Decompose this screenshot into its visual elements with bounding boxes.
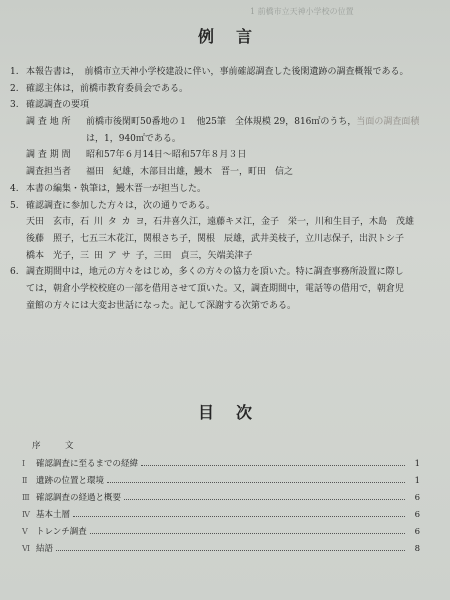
note-text: ては，朝倉小学校校庭の一部を借用させて頂いた。又，調査期間中，電話等の借用で，朝倉児 [26, 283, 404, 294]
toc-entry-title: 遺跡の位置と環境 [36, 476, 105, 486]
toc-page-number: 1 [414, 459, 420, 469]
note-number: 6. [10, 267, 19, 278]
toc-page-number: 8 [414, 544, 420, 554]
toc-page-number: 6 [414, 493, 420, 503]
toc-page-number: 6 [414, 510, 420, 520]
toc-entry-title: トレンチ調査 [36, 527, 87, 537]
toc-entry-title: 確認調査の経過と概要 [36, 493, 122, 503]
toc-chapter-number: Ⅱ [22, 476, 28, 485]
note-number: 2. [10, 83, 19, 94]
toc-entry-title: 結語 [36, 544, 54, 554]
field-label-site: 調 査 地 所 [26, 117, 71, 128]
toc-page-number: 6 [414, 527, 420, 537]
note-line [10, 64, 442, 81]
toc-leader-dots [141, 465, 405, 466]
toc-leader-dots [124, 499, 405, 500]
field-label-staff: 調査担当者 [26, 167, 72, 178]
toc-chapter-number: Ⅵ [22, 544, 31, 553]
note-line [10, 114, 442, 131]
participants-names: 橋本 光子，三 田 ア サ 子，三田 貞三，矢端美津子 [26, 250, 253, 261]
participants-names: 天田 玄市，石 川 タ カ ヨ，石井喜久江，遠藤キヌ江，金子 栄一，川和生目子，木島 茂雄 [26, 217, 414, 228]
toc-chapter-number: Ⅰ [22, 459, 26, 468]
toc-leader-dots [107, 482, 405, 483]
note-number: 4. [10, 183, 19, 194]
participants-names: 後藤 照子，七五三木花江，関根さち子，関根 辰雄，武井美枝子，立川志保子，出沢トシ子 [26, 233, 405, 244]
faint-running-header: 1 前橋市立天神小学校の位置 [250, 7, 354, 16]
toc-entry [22, 472, 420, 489]
participants-line [10, 248, 442, 265]
note-text: 確認主体は，前橋市教育委員会である。 [26, 83, 189, 94]
note-line [10, 147, 442, 164]
note-text: 調査期間中は，地元の方々をはじめ，多くの方々の協力を頂いた。特に調査事務所設置に際し [26, 267, 404, 278]
note-line [10, 264, 442, 281]
page-title: 例言 [197, 27, 274, 46]
participants-line [10, 214, 442, 231]
note-line [10, 298, 442, 315]
toc-entry [22, 540, 420, 557]
toc-chapter-number: Ⅲ [22, 493, 30, 502]
toc-entry [22, 523, 420, 540]
field-label-period: 調 査 期 間 [26, 150, 71, 161]
note-number: 1. [10, 67, 19, 77]
toc-chapter-number: Ⅴ [22, 527, 28, 536]
toc-leader-dots [90, 533, 405, 534]
table-of-contents [22, 438, 420, 557]
toc-entry [22, 489, 420, 506]
field-value-site: 前橋市後閑町50番地の１ 他25筆 全体規模 29，816㎡のうち， [86, 117, 357, 128]
note-line [10, 97, 442, 114]
note-line [10, 131, 442, 148]
toc-entry-preface [22, 438, 420, 455]
toc-entry [22, 455, 420, 472]
toc-entry-title: 基本土層 [36, 510, 71, 520]
faded-text: 当面の調査面積 [356, 117, 420, 128]
note-text: 童館の方々には大変お世話になった。記して深謝する次第である。 [26, 300, 297, 311]
field-value-period: 昭和57年６月14日～昭和57年８月３日 [86, 150, 247, 161]
notes-list [10, 64, 442, 314]
note-number: 3. [10, 100, 19, 111]
toc-title: 目次 [197, 403, 274, 422]
toc-chapter-number: Ⅳ [22, 510, 30, 519]
toc-leader-dots [56, 550, 405, 551]
participants-line [10, 231, 442, 248]
field-value-area: は，1，940㎡である。 [86, 133, 181, 144]
toc-entry-title: 確認調査に至るまでの経緯 [36, 459, 139, 469]
toc-entry [22, 506, 420, 523]
note-text: 確認調査の要項 [26, 100, 90, 111]
toc-entry-title: 序 文 [32, 441, 82, 451]
note-text: 本書の編集・執筆は，鰻木晋一が担当した。 [26, 183, 207, 194]
note-text: 確認調査に参加した方々は，次の通りである。 [26, 200, 216, 211]
toc-leader-dots [73, 516, 405, 517]
note-line [10, 164, 442, 181]
note-line [10, 198, 442, 215]
toc-page-number: 1 [414, 476, 420, 486]
note-line [10, 281, 442, 298]
field-value-staff: 福田 紀雄，木部目出雄，鰻木 晋一，町田 信之 [86, 167, 294, 178]
note-line [10, 81, 442, 98]
note-number: 5. [10, 200, 19, 211]
note-line [10, 181, 442, 198]
note-text: 本報告書は， 前橋市立天神小学校建設に伴い，事前確認調査した後閑遺跡の調査概報である。 [26, 67, 409, 77]
